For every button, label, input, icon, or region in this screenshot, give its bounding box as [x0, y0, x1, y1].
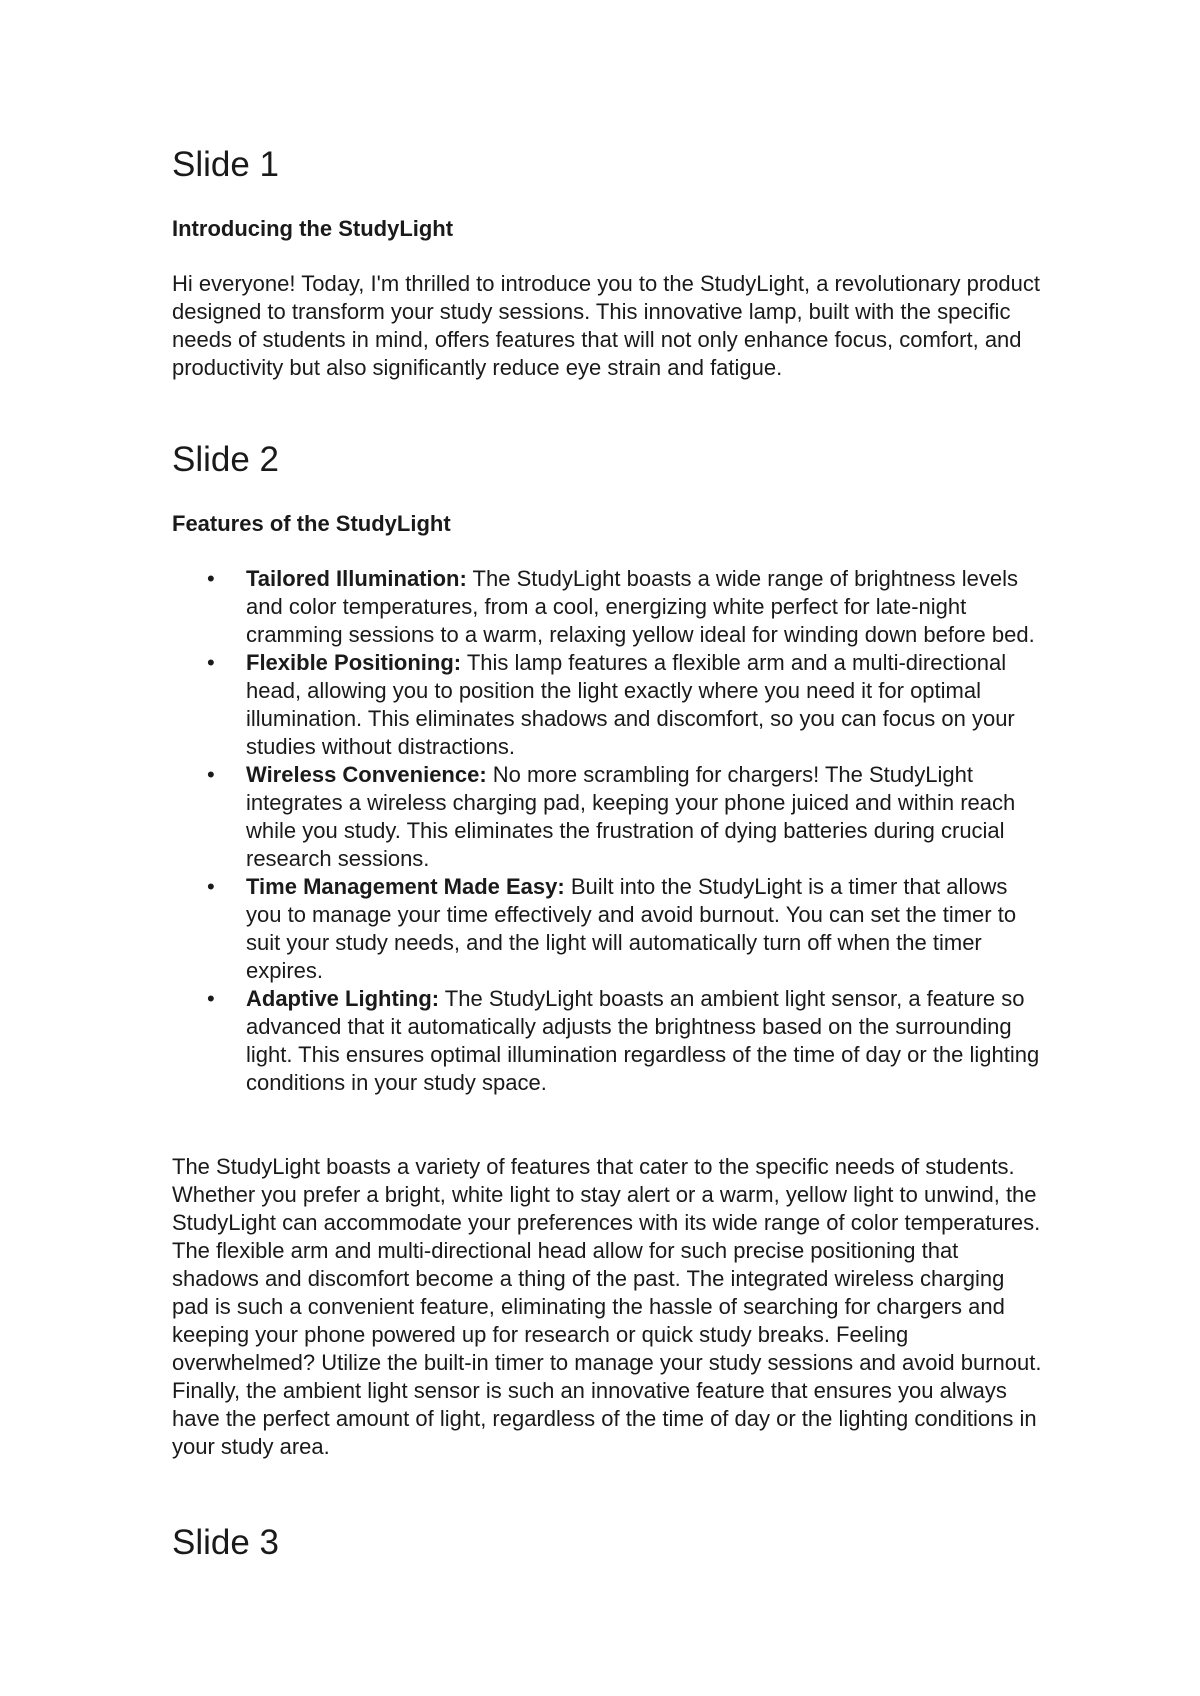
- slide-1-heading: Slide 1: [172, 145, 280, 184]
- slide-2-summary-paragraph: The StudyLight boasts a variety of features that cater to the specific needs of students. Whether you prefer a bright, white light to stay alert or a warm, yellow light to unwind, the StudyLight can accommodate your preferences with its wide range of color temperatures. The flexible arm and multi-directional head allow for such precise positioning that shadows and discomfort become a thing of the past. The integrated wireless charging pad is such a convenient feature, eliminating the hassle of searching for chargers and keeping your phone powered up for research or quick study breaks. Feeling overwhelmed? Utilize the built-in timer to manage your study sessions and avoid burnout. Finally, the ambient light sensor is such an innovative feature that ensures you always have the perfect amount of light, regardless of the time of day or the lighting conditions in your study area.: [172, 1154, 1042, 1459]
- feature-description: This lamp features a flexible arm and a multi-directional head, allowing you to position the light exactly where you need it for optimal illumination. This eliminates shadows and discomfort, so you can focus on your studies without distractions.: [246, 650, 1015, 759]
- bullet-icon: •: [207, 650, 215, 675]
- slide-1-intro-paragraph: Hi everyone! Today, I'm thrilled to introduce you to the StudyLight, a revolutionary product designed to transform your study sessions. This innovative lamp, built with the specific needs of students in mind, offers features that will not only enhance focus, comfort, and productivity but also significantly reduce eye strain and fatigue.: [172, 271, 1040, 380]
- bullet-icon: •: [207, 566, 215, 591]
- feature-name: Tailored Illumination:: [246, 566, 467, 591]
- slide-2-title: Features of the StudyLight: [172, 511, 451, 536]
- feature-list: [172, 565, 1042, 1097]
- list-item: [172, 761, 1042, 873]
- feature-name: Wireless Convenience:: [246, 762, 487, 787]
- feature-name: Time Management Made Easy:: [246, 874, 565, 899]
- feature-name: Flexible Positioning:: [246, 650, 462, 675]
- feature-name: Adaptive Lighting:: [246, 986, 440, 1011]
- slide-1-title: Introducing the StudyLight: [172, 216, 454, 241]
- feature-description: No more scrambling for chargers! The StudyLight integrates a wireless charging pad, keeping your phone juiced and within reach while you study. This eliminates the frustration of dying batteries during crucial research sessions.: [246, 762, 1016, 871]
- slide-3-heading: Slide 3: [172, 1523, 280, 1562]
- list-item: [172, 873, 1042, 985]
- feature-description: Built into the StudyLight is a timer that allows you to manage your time effectively and avoid burnout. You can set the timer to suit your study needs, and the light will automatically turn off when the timer expires.: [246, 874, 1017, 983]
- list-item: [172, 649, 1042, 761]
- bullet-icon: •: [207, 762, 215, 787]
- slide-2-heading: Slide 2: [172, 440, 280, 479]
- list-item: [172, 565, 1042, 649]
- bullet-icon: •: [207, 874, 215, 899]
- feature-description: The StudyLight boasts a wide range of brightness levels and color temperatures, from a cool, energizing white perfect for late-night cramming sessions to a warm, relaxing yellow ideal for winding down before bed.: [246, 566, 1035, 647]
- bullet-icon: •: [207, 986, 215, 1011]
- list-item: [172, 985, 1042, 1097]
- feature-description: The StudyLight boasts an ambient light sensor, a feature so advanced that it automatically adjusts the brightness based on the surrounding light. This ensures optimal illumination regardless of the time of day or the lighting conditions in your study space.: [246, 986, 1040, 1095]
